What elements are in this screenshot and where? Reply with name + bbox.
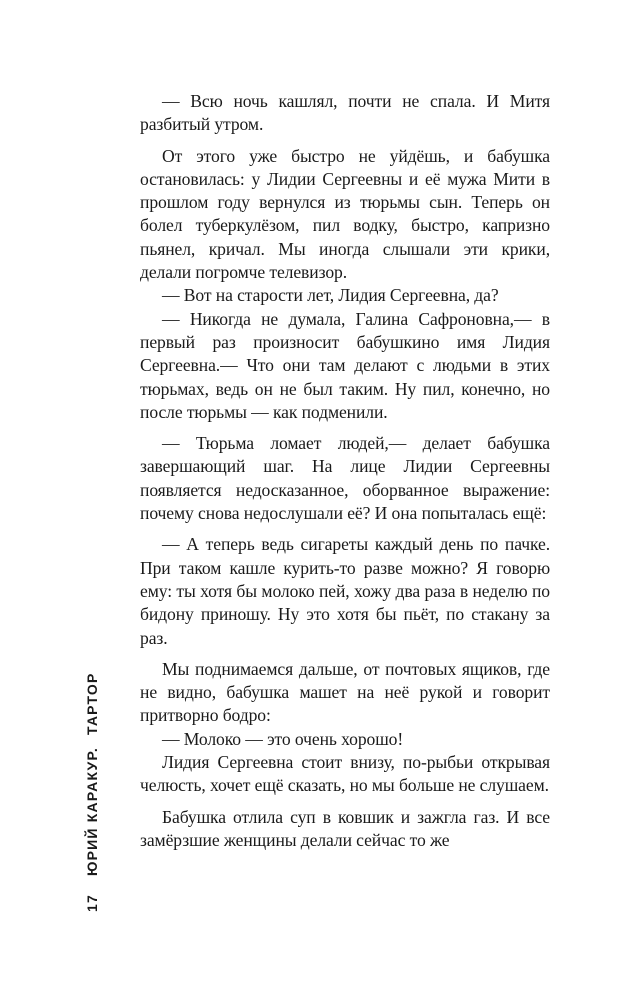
running-header-author: ЮРИЙ КАРАКУР. bbox=[84, 747, 100, 877]
page-body-text bbox=[140, 90, 550, 852]
paragraph-4: — Никогда не думала, Галина Сафроновна,— в первый раз произносит бабушкино имя Лидия Сергеевна.— Что они там делают с людьми в этих тюрьмах, ведь он не был таким. Ну пил, конечно, но после тюрьмы — как подменили. bbox=[140, 308, 550, 422]
paragraph-5: — Тюрьма ломает людей,— делает бабушка завершающий шаг. На лице Лидии Сергеевны появляется недосказанное, оборванное выражение: почему снова недослушали её? И она попыталась ещё: bbox=[140, 433, 550, 524]
running-header-title: ТАРТОР bbox=[84, 672, 100, 736]
paragraph-7: Мы поднимаемся дальше, от почтовых ящиков, где не видно, бабушка машет на неё рукой и говорит притворно бодро: bbox=[140, 658, 550, 726]
paragraph-3: — Вот на старости лет, Лидия Сергеевна, да? bbox=[162, 285, 499, 306]
paragraph-1: — Всю ночь кашлял, почти не спала. И Митя разбитый утром. bbox=[140, 91, 550, 135]
paragraph-6: — А теперь ведь сигареты каждый день по пачке. При таком кашле курить-то разве можно? Я говорю ему: ты хотя бы молоко пей, хожу два раза в неделю по бидону приношу. Ну это хотя бы пьёт, по стакану за раз. bbox=[140, 534, 550, 648]
running-header bbox=[82, 672, 102, 912]
paragraph-10: Бабушка отлила суп в ковшик и зажгла газ. И все замёрзшие женщины делали сейчас то же bbox=[140, 806, 550, 850]
paragraph-9: Лидия Сергеевна стоит внизу, по-рыбьи открывая челюсть, хочет ещё сказать, но мы больше не слушаем. bbox=[140, 752, 550, 796]
page-number: 17 bbox=[84, 894, 100, 912]
paragraph-8: — Молоко — это очень хорошо! bbox=[162, 728, 404, 749]
paragraph-2: От этого уже быстро не уйдёшь, и бабушка остановилась: у Лидии Сергеевны и её мужа Мити в прошлом году вернулся из тюрьмы сын. Теперь он болел туберкулёзом, пил водку, быстро, капризно пьянел, кричал. Мы иногда слышали эти крики, делали погромче телевизор. bbox=[140, 145, 550, 283]
